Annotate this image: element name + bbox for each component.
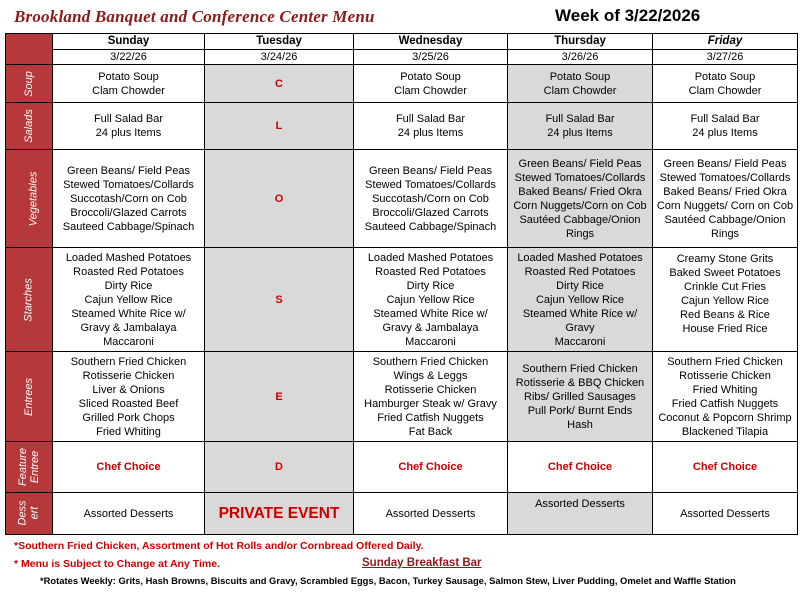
menu-item: Southern Fried Chicken bbox=[667, 355, 783, 368]
menu-item: Clam Chowder bbox=[394, 84, 467, 97]
wednesday-starches bbox=[354, 248, 508, 352]
menu-item: Broccoli/Glazed Carrots bbox=[70, 206, 187, 219]
menu-item: 24 plus Items bbox=[692, 127, 758, 139]
sunday-breakfast-title: Sunday Breakfast Bar bbox=[362, 557, 482, 569]
menu-item: Corn Nuggets/ Corn on Cob bbox=[656, 199, 794, 212]
tuesday-closed-letter: C bbox=[205, 65, 354, 103]
menu-item: Stewed Tomatoes/Collards bbox=[514, 171, 646, 184]
menu-item: Stewed Tomatoes/Collards bbox=[63, 178, 194, 191]
menu-item: Green Beans/ Field Peas bbox=[369, 164, 492, 177]
menu-item: Succotash/Corn on Cob bbox=[372, 192, 489, 205]
tuesday-private-event: PRIVATE EVENT bbox=[205, 493, 354, 535]
day-header-thursday bbox=[508, 34, 653, 65]
menu-item: Roasted Red Potatoes bbox=[375, 265, 486, 278]
day-date: 3/24/26 bbox=[260, 51, 298, 63]
day-name: Wednesday bbox=[354, 34, 507, 50]
menu-item: Clam Chowder bbox=[92, 84, 165, 97]
sunday-entrees bbox=[53, 352, 205, 442]
category-label: Vegetables bbox=[27, 171, 40, 226]
menu-item: Baked Sweet Potatoes bbox=[669, 267, 781, 279]
sunday-salads bbox=[53, 103, 205, 150]
menu-item: Green Beans/ Field Peas bbox=[518, 157, 642, 170]
category-label: Entrees bbox=[22, 377, 35, 416]
category-salads bbox=[6, 103, 53, 150]
category-label: Soup bbox=[22, 70, 35, 97]
menu-item: Southern Fried Chicken bbox=[522, 362, 638, 375]
menu-item: Clam Chowder bbox=[543, 84, 617, 97]
menu-item: Baked Beans/ Fried Okra bbox=[518, 185, 642, 198]
menu-item: Fried Catfish Nuggets bbox=[377, 411, 484, 424]
day-header-wednesday bbox=[354, 34, 508, 65]
starches-row bbox=[6, 248, 798, 352]
category-vegetables bbox=[6, 150, 53, 248]
day-header-sunday bbox=[53, 34, 205, 65]
menu-item: Gravy & Jambalaya bbox=[382, 321, 479, 334]
menu-item: Maccaroni bbox=[103, 335, 154, 348]
category-dessert bbox=[6, 493, 53, 535]
sunday-dessert: Assorted Desserts bbox=[53, 493, 205, 535]
category-starches bbox=[6, 248, 53, 352]
wednesday-dessert: Assorted Desserts bbox=[354, 493, 508, 535]
menu-item: Full Salad Bar bbox=[395, 113, 466, 125]
day-name: Thursday bbox=[508, 34, 652, 50]
menu-item: Cajun Yellow Rice bbox=[535, 293, 625, 306]
category-label: Feature bbox=[16, 447, 29, 486]
friday-dessert: Assorted Desserts bbox=[653, 493, 798, 535]
sunday-vegetables bbox=[53, 150, 205, 248]
menu-item: Hamburger Steak w/ Gravy bbox=[364, 397, 497, 410]
thursday-dessert: Assorted Desserts bbox=[508, 493, 653, 535]
menu-item: Rotisserie Chicken bbox=[679, 369, 771, 382]
menu-item: Cajun Yellow Rice bbox=[84, 293, 173, 306]
menu-item: Liver & Onions bbox=[92, 383, 165, 396]
daily-offer-note: *Southern Fried Chicken, Assortment of Hot Rolls and/or Cornbread Offered Daily. bbox=[14, 540, 424, 552]
vegetables-row bbox=[6, 150, 798, 248]
menu-item: Wings & Leggs bbox=[393, 369, 468, 382]
category-label: Entree bbox=[28, 450, 41, 483]
menu-item: Rotisserie Chicken bbox=[384, 383, 477, 396]
menu-item: Steamed White Rice w/ bbox=[522, 307, 638, 320]
days-header-row bbox=[6, 34, 798, 65]
category-soup bbox=[6, 65, 53, 103]
friday-vegetables bbox=[653, 150, 798, 248]
menu-item: Rings bbox=[710, 227, 740, 240]
menu-item: Loaded Mashed Potatoes bbox=[367, 251, 494, 264]
menu-item: Fat Back bbox=[408, 425, 453, 438]
menu-item: Fried Whiting bbox=[692, 383, 758, 396]
menu-item: Hash bbox=[567, 418, 593, 431]
category-feature-entree bbox=[6, 442, 53, 493]
tuesday-closed-letter: E bbox=[205, 352, 354, 442]
menu-item: Sauteed Cabbage/Spinach bbox=[62, 220, 195, 233]
menu-item: Grilled Pork Chops bbox=[82, 411, 175, 424]
menu-item: Sliced Roasted Beef bbox=[78, 397, 179, 410]
tuesday-closed-letter: D bbox=[205, 442, 354, 493]
week-label: Week of 3/22/2026 bbox=[555, 6, 701, 25]
change-note-text: * Menu is Subject to Change at Any Time. bbox=[14, 558, 220, 570]
menu-item: House Fried Rice bbox=[682, 323, 768, 335]
thursday-feature: Chef Choice bbox=[508, 442, 653, 493]
menu-item: Steamed White Rice w/ bbox=[373, 307, 488, 320]
category-entrees bbox=[6, 352, 53, 442]
day-name: Tuesday bbox=[205, 34, 353, 50]
day-date: 3/26/26 bbox=[561, 51, 599, 63]
menu-item: Stewed Tomatoes/Collards bbox=[365, 178, 496, 191]
corner-cell bbox=[6, 34, 53, 65]
soup-row bbox=[6, 65, 798, 103]
menu-item: Clam Chowder bbox=[688, 84, 762, 97]
menu-item: Broccoli/Glazed Carrots bbox=[372, 206, 489, 219]
thursday-starches bbox=[508, 248, 653, 352]
day-date: 3/27/26 bbox=[706, 51, 744, 63]
menu-item: Maccaroni bbox=[405, 335, 456, 348]
menu-item: Pull Pork/ Burnt Ends bbox=[527, 404, 633, 417]
menu-item: Roasted Red Potatoes bbox=[73, 265, 184, 278]
sunday-soup bbox=[53, 65, 205, 103]
menu-item: Stewed Tomatoes/Collards bbox=[659, 171, 791, 184]
thursday-salads bbox=[508, 103, 653, 150]
menu-item: Baked Beans/ Fried Okra bbox=[663, 185, 787, 198]
menu-item: Loaded Mashed Potatoes bbox=[65, 251, 192, 264]
thursday-soup bbox=[508, 65, 653, 103]
thursday-entrees bbox=[508, 352, 653, 442]
friday-feature: Chef Choice bbox=[653, 442, 798, 493]
menu-item: Loaded Mashed Potatoes bbox=[517, 251, 643, 264]
menu-item: Sauteed Cabbage/Spinach bbox=[364, 220, 497, 233]
menu-item: Southern Fried Chicken bbox=[372, 355, 489, 368]
menu-item: Cajun Yellow Rice bbox=[680, 295, 770, 307]
friday-soup bbox=[653, 65, 798, 103]
day-name: Sunday bbox=[53, 34, 204, 50]
menu-item: Fried Catfish Nuggets bbox=[671, 397, 779, 410]
breakfast-rotation-note: *Rotates Weekly: Grits, Hash Browns, Biscuits and Gravy, Scrambled Eggs, Bacon, Turkey Sausage, Salmon Stew, Liver Pudding, Omelet and Waffle Station bbox=[40, 575, 736, 586]
menu-item: Succotash/Corn on Cob bbox=[70, 192, 187, 205]
menu-item: Full Salad Bar bbox=[545, 113, 615, 125]
day-header-tuesday bbox=[205, 34, 354, 65]
wednesday-vegetables bbox=[354, 150, 508, 248]
day-name: Friday bbox=[653, 34, 797, 50]
menu-item: Potato Soup bbox=[549, 70, 611, 83]
menu-item: Roasted Red Potatoes bbox=[524, 265, 636, 278]
menu-item: Ribs/ Grilled Sausages bbox=[524, 390, 636, 403]
menu-item: Blackened Tilapia bbox=[681, 425, 769, 438]
menu-item: 24 plus Items bbox=[397, 127, 464, 139]
menu-item: Rotisserie Chicken bbox=[82, 369, 175, 382]
wednesday-soup bbox=[354, 65, 508, 103]
menu-item: Green Beans/ Field Peas bbox=[663, 157, 787, 170]
category-label: Dess bbox=[17, 500, 29, 526]
category-label: ert bbox=[29, 506, 41, 520]
menu-title: Brookland Banquet and Conference Center Menu bbox=[14, 7, 375, 26]
menu-item: Full Salad Bar bbox=[93, 113, 164, 125]
tuesday-closed-letter: S bbox=[205, 248, 354, 352]
menu-item: Sautéed Cabbage/Onion bbox=[664, 213, 786, 226]
menu-item: Potato Soup bbox=[694, 70, 756, 83]
category-label: Salads bbox=[22, 109, 35, 143]
menu-item: Fried Whiting bbox=[96, 425, 161, 438]
tuesday-closed-letter: O bbox=[205, 150, 354, 248]
menu-item: Coconut & Popcorn Shrimp bbox=[658, 411, 792, 424]
menu-item: Cajun Yellow Rice bbox=[386, 293, 475, 306]
menu-item: Gravy & Jambalaya bbox=[80, 321, 177, 334]
change-note bbox=[14, 557, 482, 570]
menu-item: Sautéed Cabbage/Onion bbox=[519, 213, 641, 226]
day-date: 3/22/26 bbox=[110, 51, 147, 63]
day-date: 3/25/26 bbox=[412, 51, 449, 63]
menu-item: 24 plus Items bbox=[95, 127, 162, 139]
menu-item: Rotisserie & BBQ Chicken bbox=[515, 376, 645, 389]
menu-item: Southern Fried Chicken bbox=[70, 355, 187, 368]
friday-starches bbox=[653, 248, 798, 352]
wednesday-feature: Chef Choice bbox=[354, 442, 508, 493]
menu-item: Creamy Stone Grits bbox=[676, 253, 774, 265]
menu-item: Green Beans/ Field Peas bbox=[67, 164, 190, 177]
menu-item: Gravy bbox=[565, 321, 595, 334]
menu-item: Dirty Rice bbox=[104, 279, 153, 292]
menu-item: Dirty Rice bbox=[406, 279, 455, 292]
menu-item: Red Beans & Rice bbox=[680, 309, 770, 321]
menu-item: Dirty Rice bbox=[556, 279, 604, 292]
salads-row bbox=[6, 103, 798, 150]
tuesday-closed-letter: L bbox=[205, 103, 354, 150]
menu-item: Potato Soup bbox=[98, 70, 159, 83]
menu-item: Potato Soup bbox=[400, 70, 461, 83]
dessert-row bbox=[6, 493, 798, 535]
menu-item: Maccaroni bbox=[554, 335, 606, 348]
menu-table bbox=[5, 33, 798, 535]
menu-item: Full Salad Bar bbox=[690, 113, 760, 125]
menu-item: Corn Nuggets/Corn on Cob bbox=[513, 199, 647, 212]
wednesday-salads bbox=[354, 103, 508, 150]
friday-entrees bbox=[653, 352, 798, 442]
friday-salads bbox=[653, 103, 798, 150]
menu-item: Rings bbox=[565, 227, 595, 240]
sunday-feature: Chef Choice bbox=[53, 442, 205, 493]
menu-item: Steamed White Rice w/ bbox=[71, 307, 186, 320]
menu-item: Crinkle Cut Fries bbox=[684, 281, 766, 293]
menu-item: 24 plus Items bbox=[547, 127, 613, 139]
feature-entree-row bbox=[6, 442, 798, 493]
sunday-starches bbox=[53, 248, 205, 352]
category-label: Starches bbox=[22, 277, 35, 322]
entrees-row bbox=[6, 352, 798, 442]
thursday-vegetables bbox=[508, 150, 653, 248]
wednesday-entrees bbox=[354, 352, 508, 442]
day-header-friday bbox=[653, 34, 798, 65]
